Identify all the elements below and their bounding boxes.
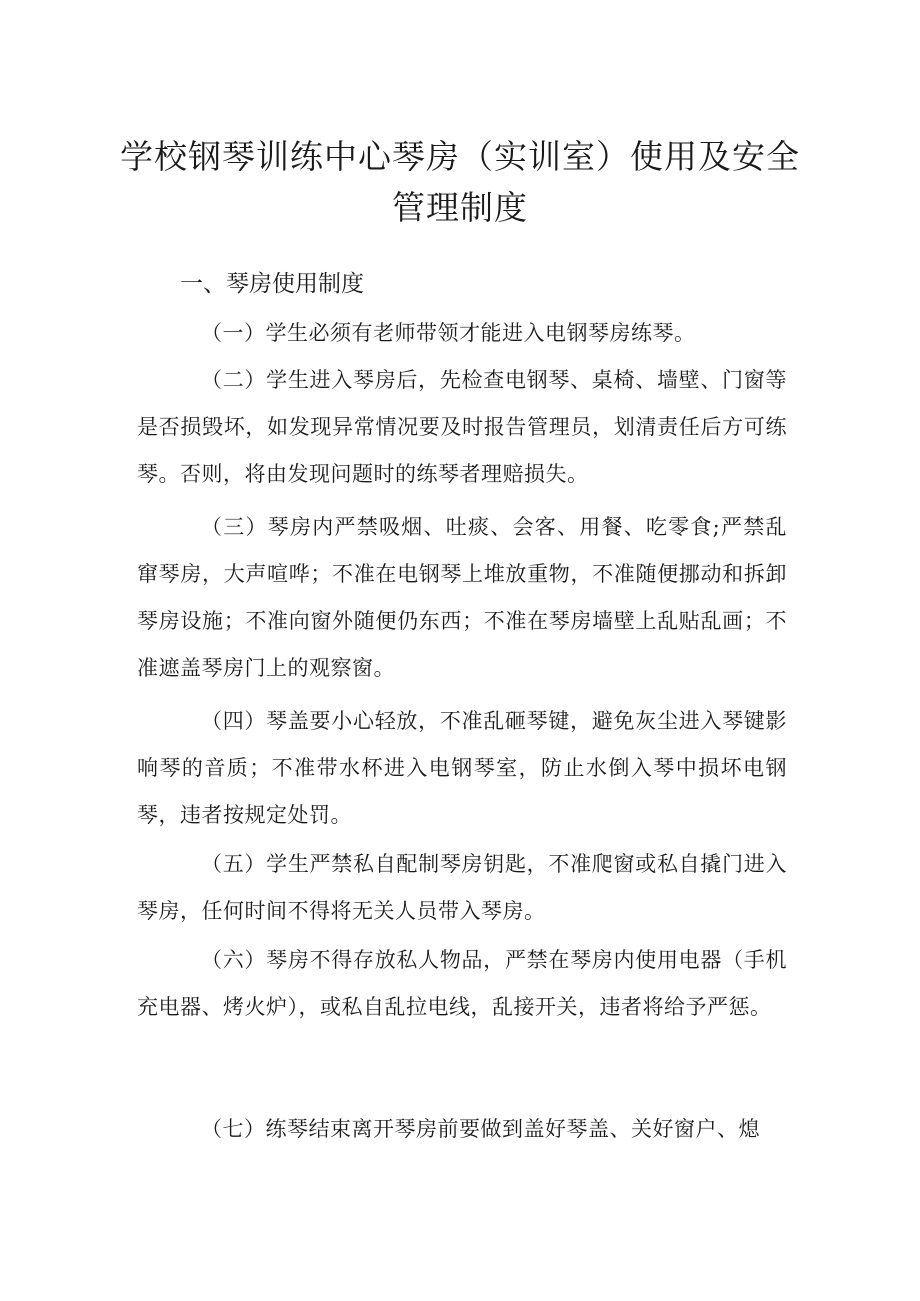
- paragraph-rule-2: （二）学生进入琴房后，先检查电钢琴、桌椅、墙壁、门窗等是否损毁坏，如发现异常情况要及时报告管理员，划清责任后方可练琴。否则，将由发现问题时的练琴者理赔损失。: [137, 368, 787, 486]
- paragraph-rule-4: （四）琴盖要小心轻放，不准乱砸琴键，避免灰尘进入琴键影响琴的音质；不准带水杯进入电钢琴室，防止水倒入琴中损坏电钢琴，违者按规定处罚。: [137, 709, 787, 827]
- document-title-line-1: 学校钢琴训练中心琴房（实训室）使用及安全: [120, 137, 800, 176]
- paragraph-rule-1: （一）学生必须有老师带领才能进入电钢琴房练琴。: [201, 321, 696, 345]
- document-title-line-2: 管理制度: [392, 188, 528, 227]
- paragraph-rule-5: （五）学生严禁私自配制琴房钥匙，不准爬窗或私自撬门进入琴房，任何时间不得将无关人员带入琴房。: [137, 852, 787, 923]
- paragraph-rule-3: （三）琴房内严禁吸烟、吐痰、会客、用餐、吃零食;严禁乱窜琴房，大声喧哗；不准在电钢琴上堆放重物，不准随便挪动和拆卸琴房设施；不准向窗外随便仍东西；不准在琴房墙壁上乱贴乱画；不准遮盖琴房门上的观察窗。: [137, 515, 787, 680]
- paragraph-rule-7: （七）练琴结束离开琴房前要做到盖好琴盖、关好窗户、熄: [201, 1117, 760, 1141]
- paragraph-rule-6: （六）琴房不得存放私人物品，严禁在琴房内使用电器（手机充电器、烤火炉），或私自乱拉电线，乱接开关，违者将给予严惩。: [137, 948, 787, 1019]
- section-heading-usage-rules: 一、琴房使用制度: [180, 271, 364, 297]
